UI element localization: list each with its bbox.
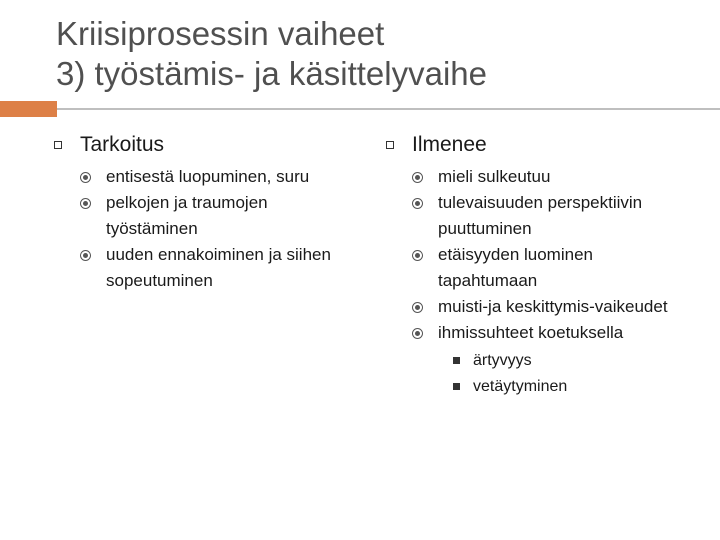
square-bullet-icon [54,141,62,149]
left-list [54,164,354,294]
circle-bullet-icon [80,172,91,183]
circle-bullet-icon [412,198,423,209]
list-item: tulevaisuuden perspektiivin puuttuminen [412,190,696,242]
right-list [386,164,696,400]
circle-bullet-icon [80,250,91,261]
circle-bullet-icon [80,198,91,209]
sub-list-item: ärtyvyys [453,348,696,374]
right-column [386,132,696,400]
filled-square-bullet-icon [453,383,460,390]
circle-bullet-icon [412,250,423,261]
right-sublist [438,348,696,400]
list-item: etäisyyden luominen tapahtumaan [412,242,696,294]
list-item: ihmissuhteet koetuksella ärtyvyys vetäytyminen [412,320,696,400]
left-heading-text: Tarkoitus [80,133,165,156]
title-accent-bar [0,101,57,117]
right-heading-text: Ilmenee [412,133,487,156]
list-item: muisti-ja keskittymis-vaikeudet [412,294,696,320]
circle-bullet-icon [412,302,423,313]
title-line-1: Kriisiprosessin vaiheet [56,15,385,52]
title-divider [57,108,720,110]
list-item: entisestä luopuminen, suru [80,164,354,190]
filled-square-bullet-icon [453,357,460,364]
list-item: uuden ennakoiminen ja siihen sopeutuminen [80,242,354,294]
left-heading [54,132,354,158]
title-line-2: 3) työstämis- ja käsittelyvaihe [56,55,487,92]
square-bullet-icon [386,141,394,149]
slide-title [56,14,696,94]
list-item: mieli sulkeutuu [412,164,696,190]
circle-bullet-icon [412,328,423,339]
list-item: pelkojen ja traumojen työstäminen [80,190,354,242]
sub-list-item: vetäytyminen [453,374,696,400]
right-heading [386,132,696,158]
left-column [54,132,354,294]
circle-bullet-icon [412,172,423,183]
